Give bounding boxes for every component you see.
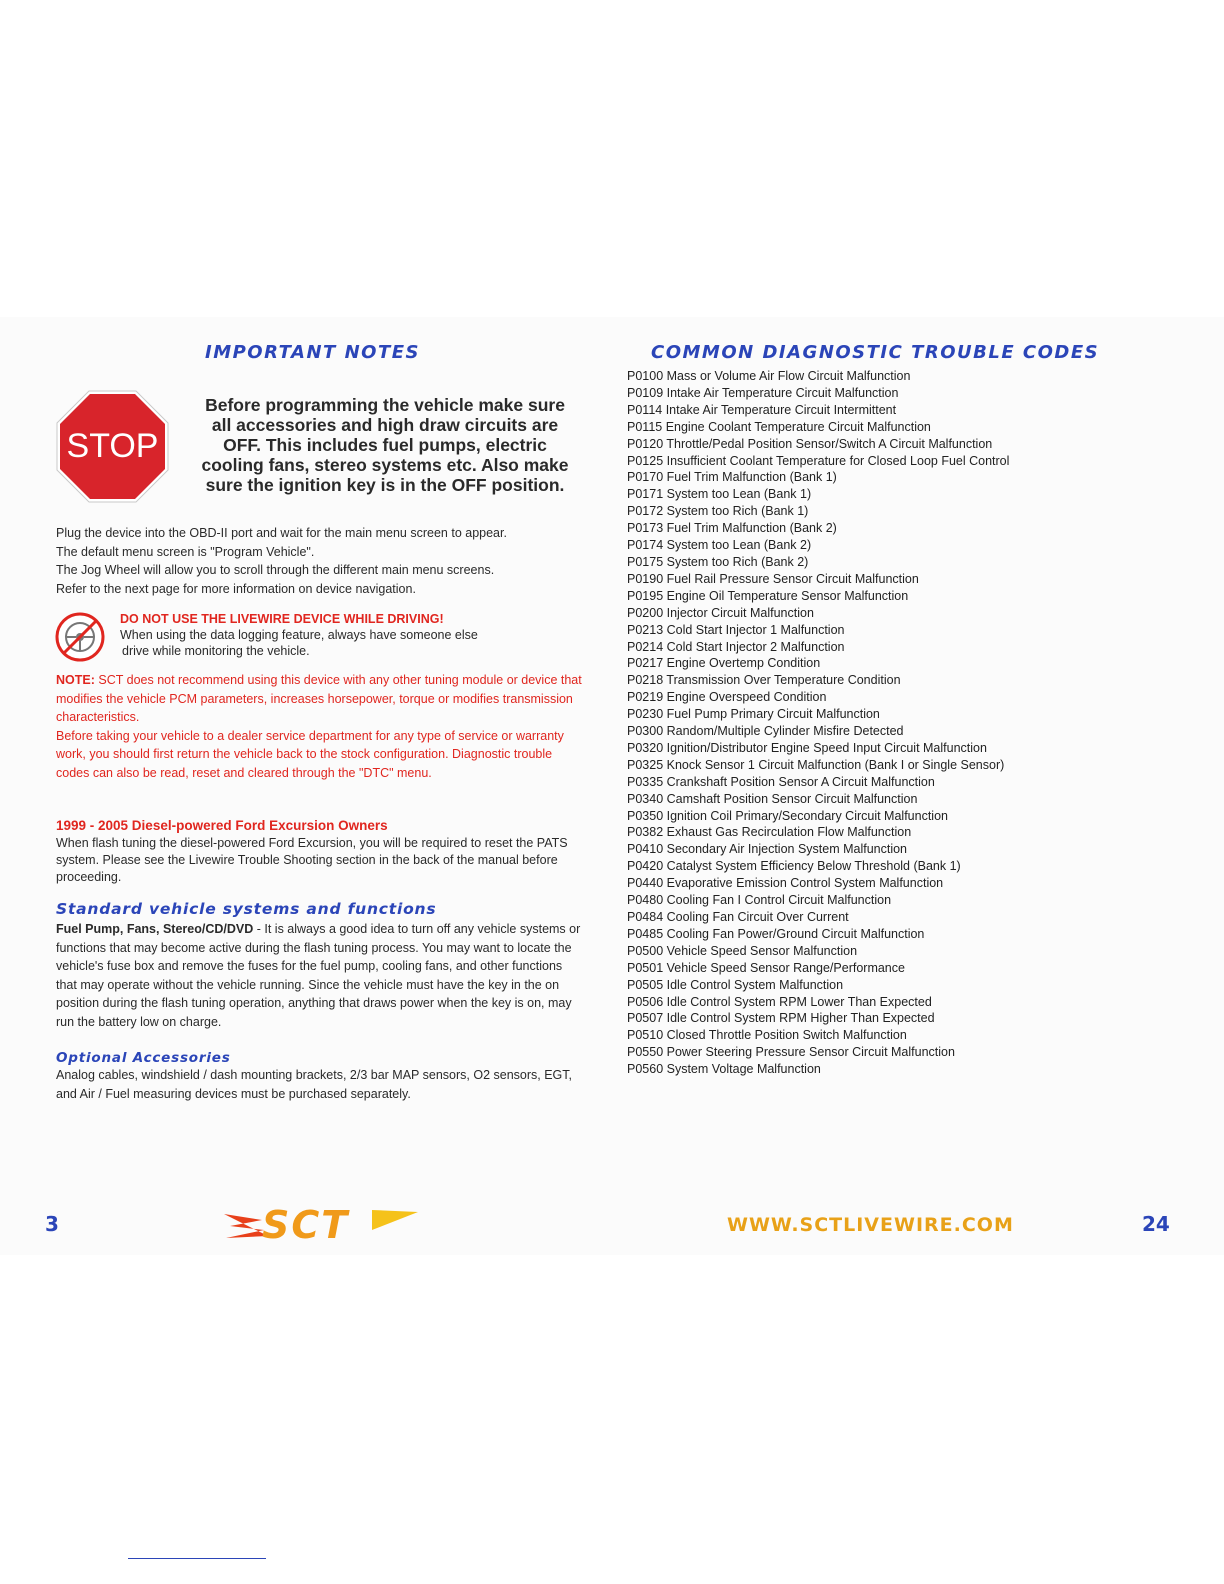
booklet-spread (0, 317, 1224, 1255)
trouble-code-item: P0510 Closed Throttle Position Switch Malfunction (627, 1028, 907, 1043)
trouble-code-item: P0170 Fuel Trim Malfunction (Bank 1) (627, 470, 837, 485)
trouble-code-item: P0200 Injector Circuit Malfunction (627, 605, 814, 620)
trouble-code-item: P0190 Fuel Rail Pressure Sensor Circuit Malfunction (627, 571, 919, 586)
page-number-left: 3 (45, 1212, 59, 1236)
trouble-code-item: P0125 Insufficient Coolant Temperature for Closed Loop Fuel Control (627, 453, 1010, 468)
footer-rule (128, 1558, 266, 1559)
trouble-code-item: P0340 Camshaft Position Sensor Circuit Malfunction (627, 791, 918, 806)
excursion-owners-text: When flash tuning the diesel-powered Ford Excursion, you will be required to reset the PATS system. Please see the Livewire Trouble Shooting section in the back of the manual before proceeding. (56, 836, 568, 884)
no-driving-icon (54, 611, 106, 663)
standard-systems-lead: Fuel Pump, Fans, Stereo/CD/DVD (56, 922, 254, 936)
trouble-code-item: P0560 System Voltage Malfunction (627, 1062, 821, 1077)
trouble-code-item: P0485 Cooling Fan Power/Ground Circuit Malfunction (627, 926, 925, 941)
trouble-code-item: P0506 Idle Control System RPM Lower Than Expected (627, 994, 932, 1009)
sct-logo (222, 1200, 422, 1250)
trouble-code-item: P0501 Vehicle Speed Sensor Range/Performance (627, 960, 905, 975)
trouble-code-item: P0230 Fuel Pump Primary Circuit Malfunction (627, 707, 880, 722)
stop-message: Before programming the vehicle make sure all accessories and high draw circuits are OFF. This includes fuel pumps, electric cooling fans, stereo systems etc. Also make sure the ignition key is in the OFF position. (201, 395, 569, 495)
driving-warning-line: drive while monitoring the vehicle. (122, 644, 310, 658)
trouble-code-item: P0120 Throttle/Pedal Position Sensor/Switch A Circuit Malfunction (627, 436, 993, 451)
trouble-code-item: P0500 Vehicle Speed Sensor Malfunction (627, 943, 858, 958)
trouble-code-item: P0100 Mass or Volume Air Flow Circuit Malfunction (627, 369, 911, 383)
optional-accessories-heading: Optional Accessories (56, 1050, 231, 1066)
trouble-code-item: P0175 System too Rich (Bank 2) (627, 554, 809, 569)
trouble-code-item: P0214 Cold Start Injector 2 Malfunction (627, 639, 845, 654)
trouble-code-item: P0171 System too Lean (Bank 1) (627, 487, 812, 502)
trouble-code-item: P0350 Ignition Coil Primary/Secondary Circuit Malfunction (627, 808, 948, 823)
trouble-codes-list (627, 368, 1009, 1078)
note-block (56, 671, 586, 783)
trouble-code-item: P0480 Cooling Fan I Control Circuit Malfunction (627, 893, 892, 908)
trouble-code-item: P0550 Power Steering Pressure Sensor Circuit Malfunction (627, 1045, 955, 1060)
stop-sign-icon (55, 389, 170, 504)
plug-line: Refer to the next page for more information on device navigation. (56, 581, 416, 596)
trouble-code-item: P0195 Engine Oil Temperature Sensor Malfunction (627, 588, 909, 603)
trouble-code-item: P0410 Secondary Air Injection System Malfunction (627, 842, 908, 857)
plug-line: Plug the device into the OBD-II port and wait for the main menu screen to appear. (56, 526, 507, 540)
driving-warning-line: When using the data logging feature, always have someone else (120, 628, 478, 642)
driving-warning (120, 611, 580, 659)
optional-accessories-text: Analog cables, windshield / dash mounting brackets, 2/3 bar MAP sensors, O2 sensors, EGT, and Air / Fuel measuring devices must be purchased separately. (56, 1068, 573, 1101)
trouble-code-item: P0173 Fuel Trim Malfunction (Bank 2) (627, 521, 837, 536)
trouble-code-item: P0382 Exhaust Gas Recirculation Flow Malfunction (627, 825, 912, 840)
trouble-code-item: P0218 Transmission Over Temperature Condition (627, 673, 901, 688)
trouble-code-item: P0172 System too Rich (Bank 1) (627, 504, 809, 519)
website-url[interactable]: WWW.SCTLIVEWIRE.COM (727, 1214, 1014, 1236)
trouble-code-item: P0115 Engine Coolant Temperature Circuit Malfunction (627, 419, 931, 434)
note-label: NOTE: (56, 673, 95, 687)
page-number-right: 24 (1142, 1212, 1170, 1236)
trouble-code-item: P0219 Engine Overspeed Condition (627, 690, 827, 705)
stop-sign-label: STOP (66, 427, 159, 465)
excursion-owners-heading: 1999 - 2005 Diesel-powered Ford Excursion Owners (56, 818, 388, 833)
driving-warning-title: DO NOT USE THE LIVEWIRE DEVICE WHILE DRIVING! (120, 612, 444, 626)
plug-line: The default menu screen is "Program Vehicle". (56, 544, 315, 559)
trouble-codes-heading: COMMON DIAGNOSTIC TROUBLE CODES (651, 342, 1100, 363)
trouble-code-item: P0484 Cooling Fan Circuit Over Current (627, 910, 849, 924)
trouble-code-item: P0300 Random/Multiple Cylinder Misfire Detected (627, 724, 904, 739)
trouble-code-item: P0335 Crankshaft Position Sensor A Circuit Malfunction (627, 774, 935, 789)
sct-logo-text: SCT (262, 1203, 350, 1247)
trouble-code-item: P0505 Idle Control System Malfunction (627, 977, 844, 992)
plug-instructions (56, 524, 586, 598)
trouble-code-item: P0325 Knock Sensor 1 Circuit Malfunction (Bank I or Single Sensor) (627, 757, 1005, 772)
trouble-code-item: P0114 Intake Air Temperature Circuit Intermittent (627, 402, 897, 417)
trouble-code-item: P0507 Idle Control System RPM Higher Than Expected (627, 1011, 935, 1026)
trouble-code-item: P0440 Evaporative Emission Control System Malfunction (627, 876, 944, 891)
standard-systems-body: - It is always a good idea to turn off any vehicle systems or functions that may become active during the flash tuning process. You may want to locate the vehicle's fuse box and remove the fuses for the fuel pump, cooling fans, and other functions that may operate without the vehicle running. Since the vehicle must have the key in the on position during the flash tuning operation, anything that draws power when the key is on, may run the battery low on charge. (56, 922, 581, 1029)
trouble-code-item: P0213 Cold Start Injector 1 Malfunction (627, 622, 845, 637)
trouble-code-item: P0109 Intake Air Temperature Circuit Malfunction (627, 385, 899, 400)
trouble-code-item: P0420 Catalyst System Efficiency Below Threshold (Bank 1) (627, 859, 961, 874)
important-notes-heading: IMPORTANT NOTES (205, 342, 420, 363)
excursion-owners-block (56, 817, 586, 886)
note-paragraph-2: Before taking your vehicle to a dealer service department for any type of service or warranty work, you should first return the vehicle back to the stock configuration. Diagnostic trouble codes can also be read, reset and cleared through the "DTC" menu. (56, 728, 564, 780)
note-text: SCT does not recommend using this device with any other tuning module or device that modifies the vehicle PCM parameters, increases horsepower, torque or modifies transmission characteristics. (56, 673, 582, 725)
standard-systems-text (56, 920, 586, 1032)
note-paragraph (56, 671, 586, 727)
trouble-code-item: P0217 Engine Overtemp Condition (627, 656, 821, 671)
standard-systems-heading: Standard vehicle systems and functions (56, 900, 437, 918)
plug-line: The Jog Wheel will allow you to scroll through the different main menu screens. (56, 563, 495, 578)
trouble-code-item: P0174 System too Lean (Bank 2) (627, 538, 812, 553)
trouble-code-item: P0320 Ignition/Distributor Engine Speed Input Circuit Malfunction (627, 740, 987, 755)
